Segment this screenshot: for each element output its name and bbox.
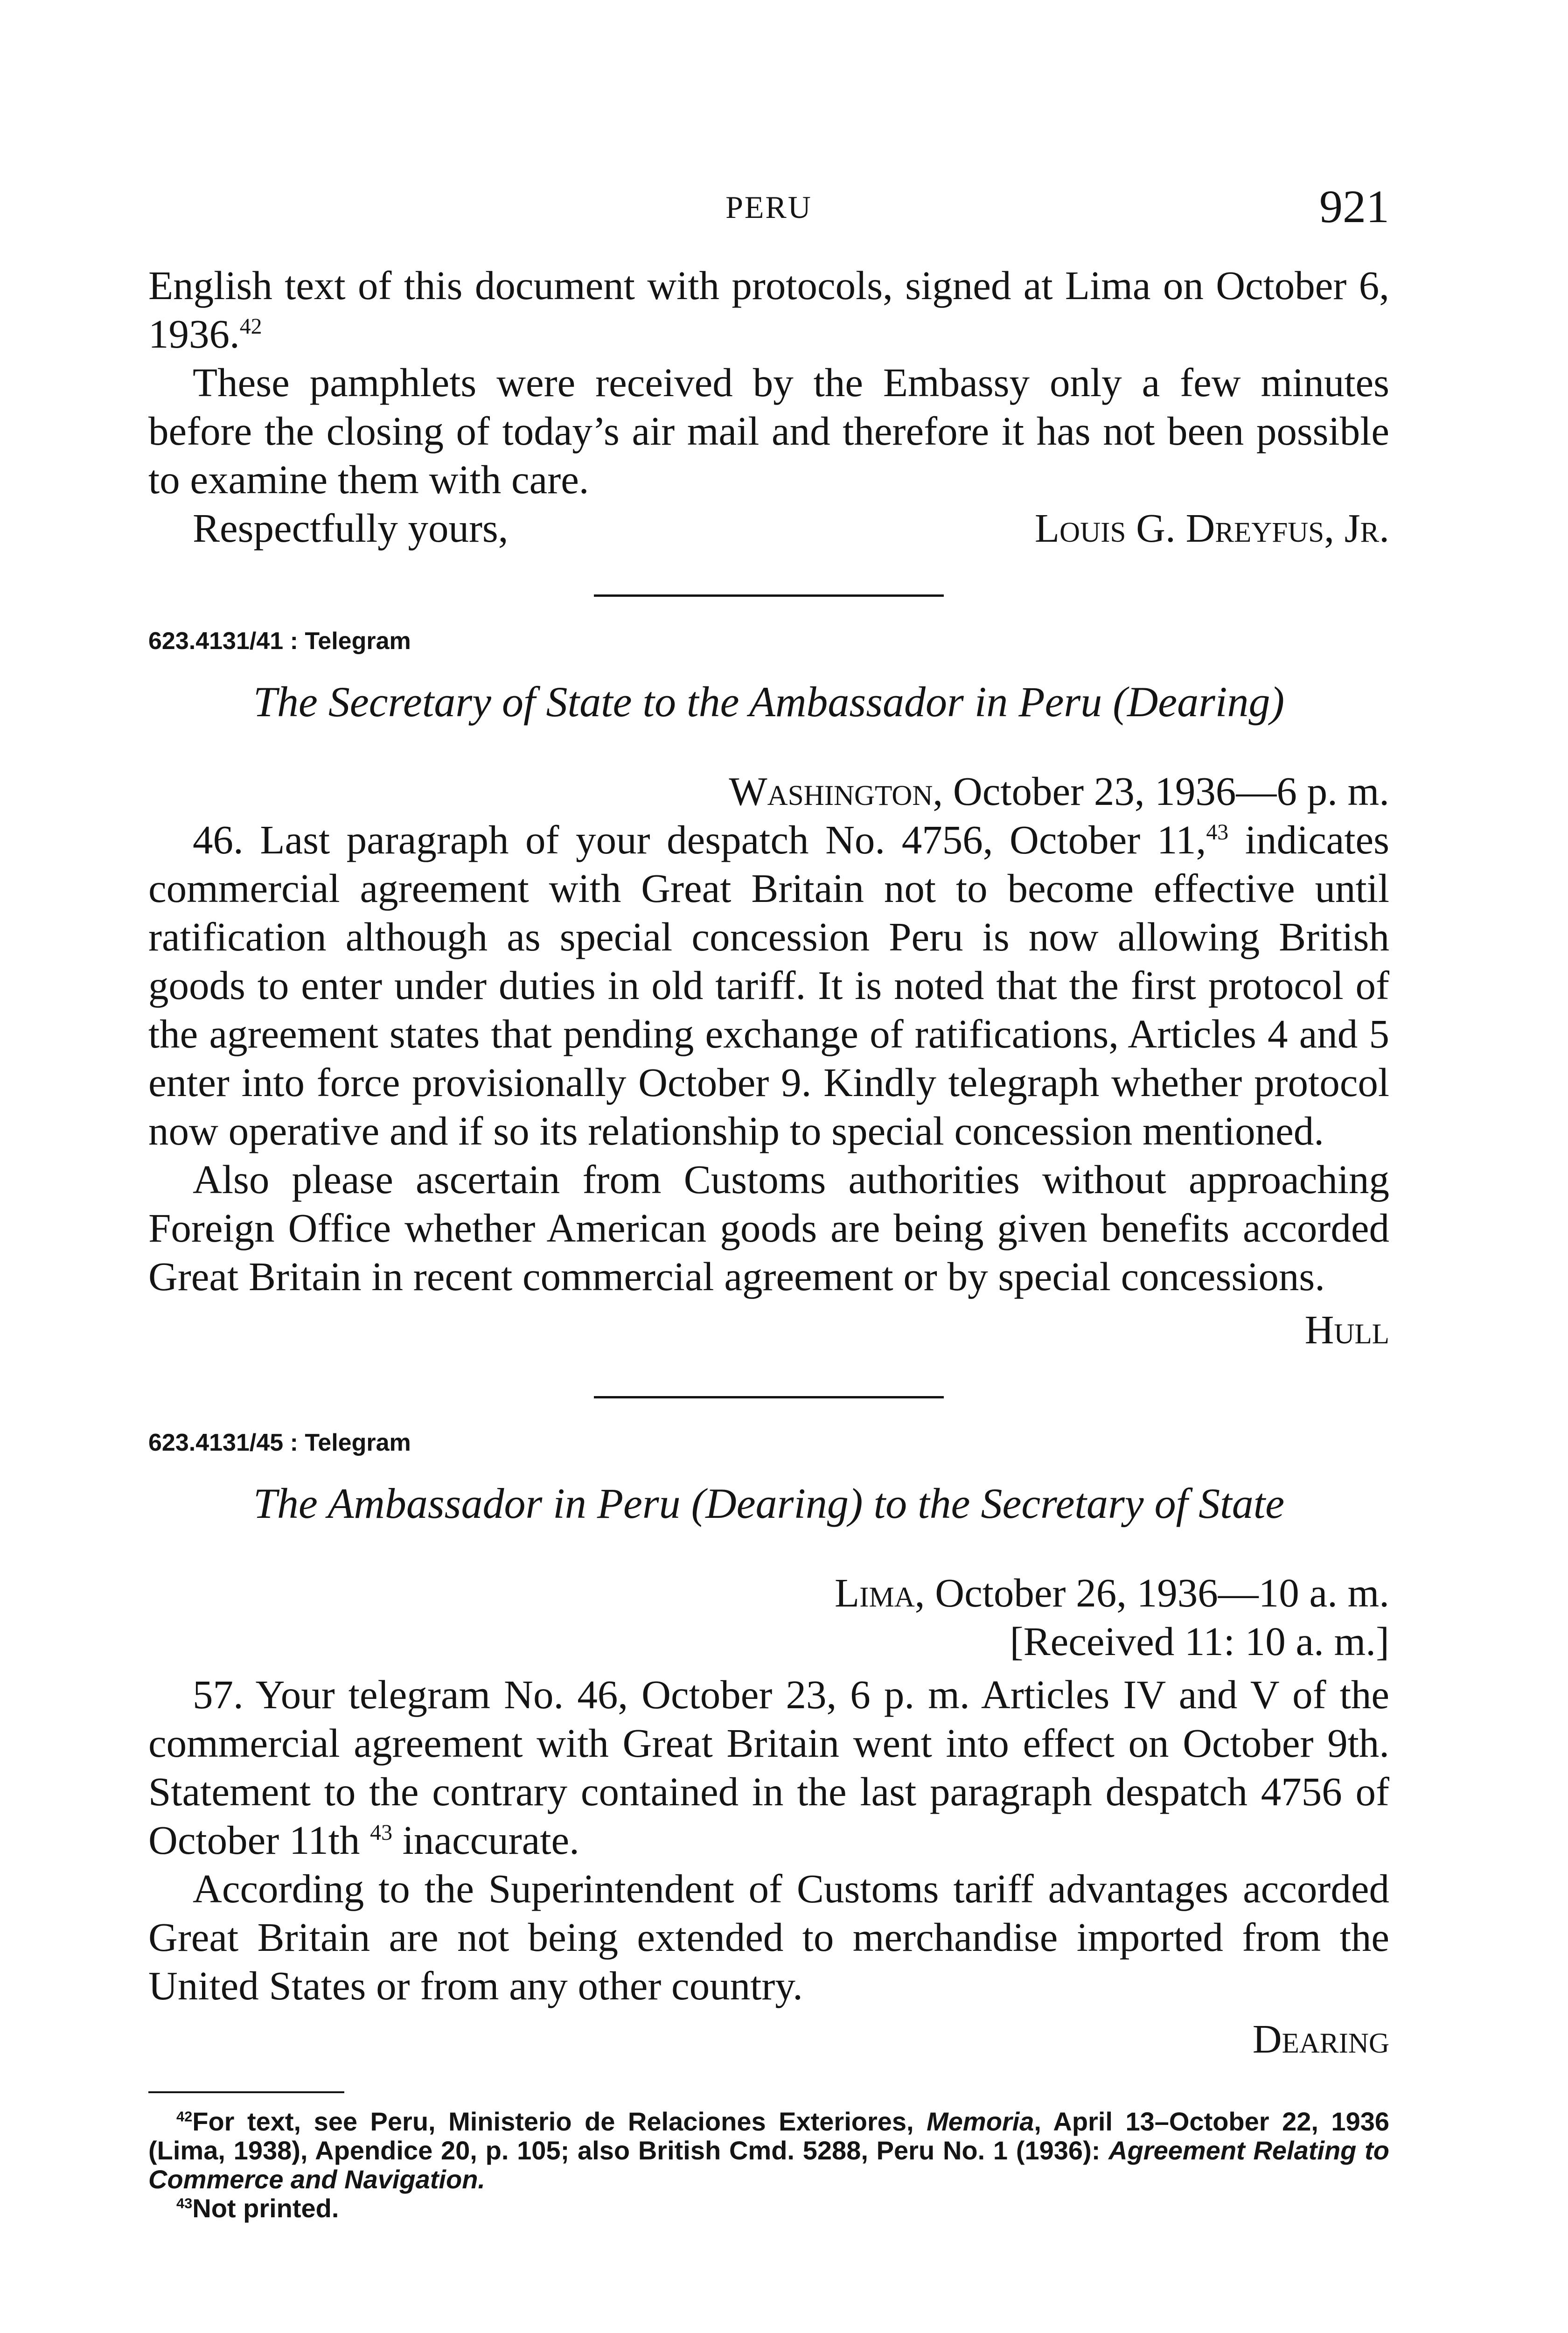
footnote-ref: 43 [370,1820,392,1845]
dateline-place: Washington [729,768,933,814]
footnote-mark: 42 [176,2108,193,2125]
footnotes [148,2107,1389,2223]
document-title: The Ambassador in Peru (Dearing) to the Secretary of State [253,1480,1285,1527]
paragraph: According to the Superintendent of Customs tariff advantages accorded Great Britain are not being extended to merchandise imported from the United States or from any other country. [148,1866,1389,2008]
footnote-text: For text, see Peru, Ministerio de Relaciones Exteriores, [192,2107,927,2136]
paragraph [148,261,1389,358]
dateline-date: , October 23, 1936—6 p. m. [933,768,1389,814]
footnote [148,2107,1389,2194]
paragraph-text: inaccurate. [392,1817,579,1863]
footnote-mark: 43 [176,2195,193,2212]
paragraph-text: indicates commercial agreement with Great Britain not to become effective until ratification although as special concession Peru is now allowing British goods to enter under duties in old tariff. It is noted that the first protocol of the agreement states that pending exchange of ratifications, Articles 4 and 5 enter into force provisionally October 9. Kindly telegraph whether protocol now operative and if so its relationship to special concession mentioned. [148,817,1389,1153]
footnote-text: , April 13–October 22, 1936 (Lima, 1938), Apendice 20, p. 105; also British Cmd. 5288, Peru No. 1 (1936): [148,2107,1390,2165]
signature-row [148,504,1389,552]
footnote-italic: Agreement Relating to Commerce and Navigation. [148,2136,1389,2194]
paragraph: Also please ascertain from Customs authorities without approaching Foreign Office whether American goods are being given benefits accorded Great Britain in recent commercial agreement or by special concessions. [148,1157,1389,1299]
paragraph [148,1670,1389,1865]
despatch-continuation [148,261,1389,552]
paragraph: These pamphlets were received by the Embassy only a few minutes before the closing of today’s air mail and therefore it has not been possible to examine them with care. [148,360,1389,502]
dateline [148,1569,1389,1617]
received-line: [Received 11: 10 a. m.] [1010,1619,1389,1664]
telegram-2 [148,1426,1389,2063]
footnote-ref: 42 [239,314,262,339]
closing: Respectfully yours, [193,505,509,551]
telegram-1 [148,625,1389,1354]
paragraph-text: 46. Last paragraph of your despatch No. 4756, October 11, [193,817,1206,862]
section-divider [594,594,944,597]
paragraph [148,816,1389,1155]
paragraph-text: English text of this document with protocols, signed at Lima on October 6, 1936. [148,263,1389,356]
file-number: 623.4131/41 : Telegram [148,628,411,655]
section-divider [594,1396,944,1398]
footnote-divider [148,2091,344,2093]
footnote [148,2194,1389,2223]
paragraph-text: 57. Your telegram No. 46, October 23, 6 p. m. Articles IV and V of the commercial agreement with Great Britain went into effect on October 9th. Statement to the contrary contained in the last paragraph despatch 4756 of October 11th [148,1672,1389,1863]
page-number: 921 [1319,181,1389,232]
running-head: PERU [725,189,812,225]
page-header [148,180,1389,236]
signer: Hull [1304,1307,1389,1352]
signer: Louis G. Dreyfus, Jr. [1034,505,1389,551]
footnote-italic: Memoria [927,2107,1034,2136]
footnote-text: Not printed. [192,2193,339,2223]
dateline-date: , October 26, 1936—10 a. m. [914,1570,1389,1615]
file-number: 623.4131/45 : Telegram [148,1429,411,1456]
dateline [148,767,1389,816]
page-body [148,261,1389,2223]
footnote-ref: 43 [1206,820,1229,845]
signer: Dearing [1252,2016,1389,2061]
dateline-place: Lima [835,1570,915,1615]
document-title: The Secretary of State to the Ambassador in Peru (Dearing) [253,678,1285,726]
